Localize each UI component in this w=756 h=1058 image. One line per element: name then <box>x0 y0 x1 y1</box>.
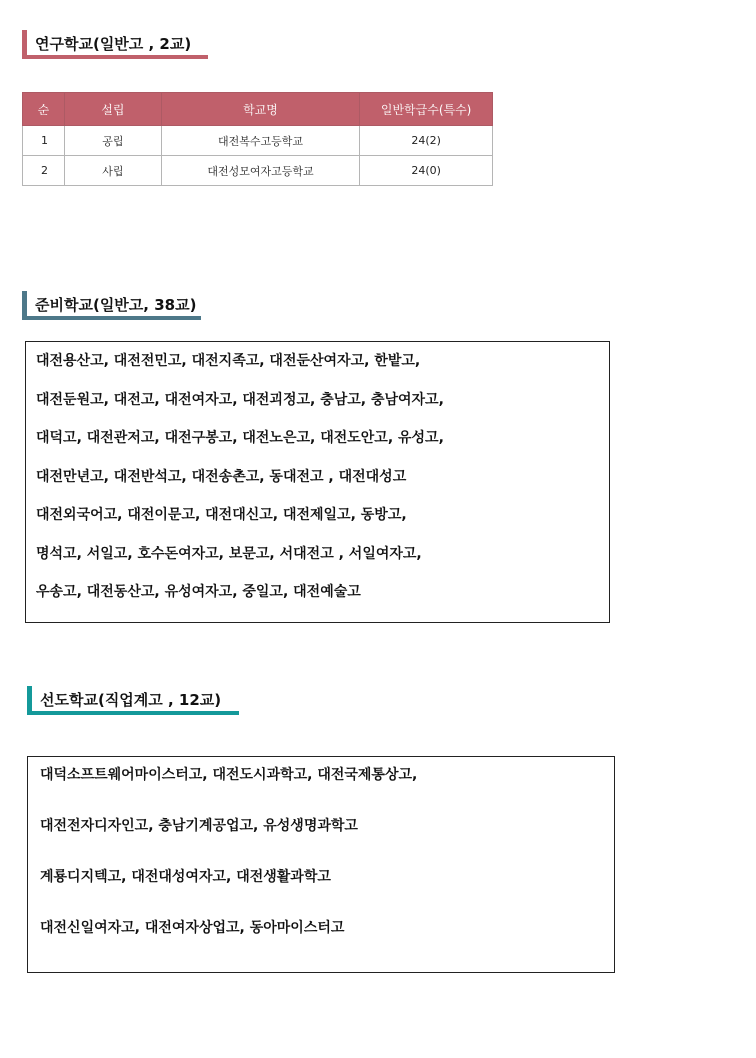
column-header-order: 순 <box>23 93 65 126</box>
table-row <box>23 126 493 156</box>
list-item: 대전전자디자인고, 충남기계공업고, 유성생명과학고 <box>40 818 358 834</box>
heading-underline <box>22 55 208 59</box>
cell-order: 2 <box>23 156 65 186</box>
list-item: 대전만년고, 대전반석고, 대전송촌고, 동대전고 , 대전대성고 <box>36 468 407 485</box>
list-item: 대전외국어고, 대전이문고, 대전대신고, 대전제일고, 동방고, <box>36 507 407 523</box>
list-item: 대덕소프트웨어마이스터고, 대전도시과학고, 대전국제통상고, <box>40 767 418 783</box>
heading-accent-bar <box>22 291 27 317</box>
list-item: 대덕고, 대전관저고, 대전구봉고, 대전노은고, 대전도안고, 유성고, <box>36 430 444 446</box>
heading-accent-bar <box>27 686 32 712</box>
table-row <box>23 156 493 186</box>
list-item: 대전용산고, 대전전민고, 대전지족고, 대전둔산여자고, 한밭고, <box>36 353 421 369</box>
column-header-class-count: 일반학급수(특수) <box>360 93 493 126</box>
heading-underline <box>27 711 239 715</box>
cell-school-name: 대전복수고등학교 <box>161 126 360 156</box>
preparatory-school-title: 준비학교(일반고, 38교) <box>35 296 197 314</box>
leading-school-title: 선도학교(직업계고 , 12교) <box>40 691 222 709</box>
column-header-founding: 설립 <box>64 93 161 126</box>
cell-founding: 사립 <box>64 156 161 186</box>
cell-order: 1 <box>23 126 65 156</box>
list-item: 명석고, 서일고, 호수돈여자고, 보문고, 서대전고 , 서일여자고, <box>36 545 422 562</box>
cell-class-count: 24(0) <box>360 156 493 186</box>
research-school-table <box>22 92 493 186</box>
cell-founding: 공립 <box>64 126 161 156</box>
list-item: 대전둔원고, 대전고, 대전여자고, 대전괴정고, 충남고, 충남여자고, <box>36 391 444 408</box>
cell-school-name: 대전성모여자고등학교 <box>161 156 360 186</box>
heading-accent-bar <box>22 30 27 56</box>
table-header-row <box>23 93 493 126</box>
list-item: 우송고, 대전동산고, 유성여자고, 중일고, 대전예술고 <box>36 584 361 600</box>
column-header-school-name: 학교명 <box>161 93 360 126</box>
leading-school-list <box>27 756 615 973</box>
preparatory-school-list <box>25 341 610 623</box>
cell-class-count: 24(2) <box>360 126 493 156</box>
heading-underline <box>22 316 201 320</box>
list-item: 계룡디지텍고, 대전대성여자고, 대전생활과학고 <box>40 869 331 885</box>
research-school-title: 연구학교(일반고 , 2교) <box>35 35 192 53</box>
list-item: 대전신일여자고, 대전여자상업고, 동아마이스터고 <box>40 920 345 936</box>
